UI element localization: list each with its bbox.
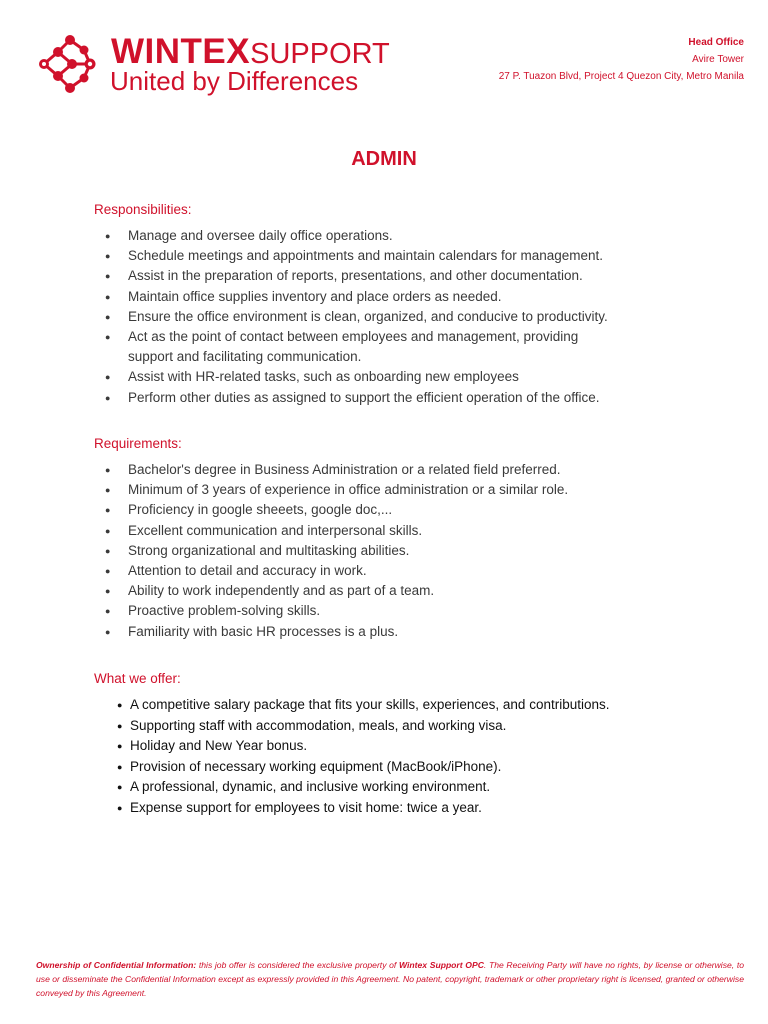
offers-list <box>117 695 677 819</box>
list-item: ● Excellent communication and interpersonal skills. <box>105 521 665 541</box>
list-item: ● Assist in the preparation of reports, presentations, and other documentation. <box>105 266 665 286</box>
office-address: 27 P. Tuazon Blvd, Project 4 Quezon City, Metro Manila <box>498 71 744 82</box>
footer-company: Wintex Support OPC <box>398 960 484 970</box>
office-address-block <box>499 34 744 85</box>
office-building: Avire Tower <box>692 54 744 65</box>
list-item: ● Strong organizational and multitasking abilities. <box>105 541 665 561</box>
confidentiality-footer <box>36 958 744 1000</box>
offer-heading: What we offer: <box>94 671 181 686</box>
brand-main: WINTEX <box>111 32 251 71</box>
list-item: ● Perform other duties as assigned to support the efficient operation of the office. <box>105 388 665 408</box>
footer-text-b: . The Receiving Party will have no rights, by license or otherwise, to use or disseminate the Confidential Information except as expressly provided in this Agreement. No patent, copyright, trademark or other proprietary right is licensed, granted or otherwise conveyed by this Agreement. <box>36 960 744 998</box>
molecule-dots-icon <box>36 30 108 96</box>
office-heading: Head Office <box>688 37 744 48</box>
footer-text-a: this job offer is considered the exclusive property of <box>196 960 399 970</box>
requirements-heading: Requirements: <box>94 436 182 451</box>
list-item: ● Provision of necessary working equipment (MacBook/iPhone). <box>117 757 677 778</box>
list-item: ● Holiday and New Year bonus. <box>117 736 677 757</box>
list-item: ● Manage and oversee daily office operations. <box>105 226 665 246</box>
responsibilities-heading: Responsibilities: <box>94 202 192 217</box>
list-item: ● Act as the point of contact between employees and management, providing support and facilitating communication. <box>105 327 613 367</box>
list-item: ● Attention to detail and accuracy in work. <box>105 561 665 581</box>
list-item: ● Minimum of 3 years of experience in office administration or a similar role. <box>105 480 665 500</box>
list-item: ● Familiarity with basic HR processes is a plus. <box>105 622 665 642</box>
list-item: ● A competitive salary package that fits your skills, experiences, and contributions. <box>117 695 677 716</box>
list-item: ● Ensure the office environment is clean, organized, and conducive to productivity. <box>105 307 665 327</box>
list-item: ● Proficiency in google sheeets, google doc,... <box>105 500 665 520</box>
list-item: ● Schedule meetings and appointments and maintain calendars for management. <box>105 246 665 266</box>
brand-sub: SUPPORT <box>250 38 390 70</box>
tagline: United by Differences <box>110 66 359 96</box>
list-item: ● Bachelor's degree in Business Administration or a related field preferred. <box>105 460 665 480</box>
page-title: ADMIN <box>351 148 417 170</box>
list-item: ● Maintain office supplies inventory and place orders as needed. <box>105 287 665 307</box>
list-item: ● A professional, dynamic, and inclusive working environment. <box>117 777 677 798</box>
list-item: ● Assist with HR-related tasks, such as onboarding new employees <box>105 367 665 387</box>
list-item: ● Supporting staff with accommodation, meals, and working visa. <box>117 716 677 737</box>
requirements-list <box>105 460 665 642</box>
list-item: ● Proactive problem-solving skills. <box>105 601 665 621</box>
list-item: ● Ability to work independently and as part of a team. <box>105 581 665 601</box>
list-item: ● Expense support for employees to visit home: twice a year. <box>117 798 677 819</box>
footer-label: Ownership of Confidential Information: <box>36 960 197 970</box>
responsibilities-list <box>105 226 665 408</box>
